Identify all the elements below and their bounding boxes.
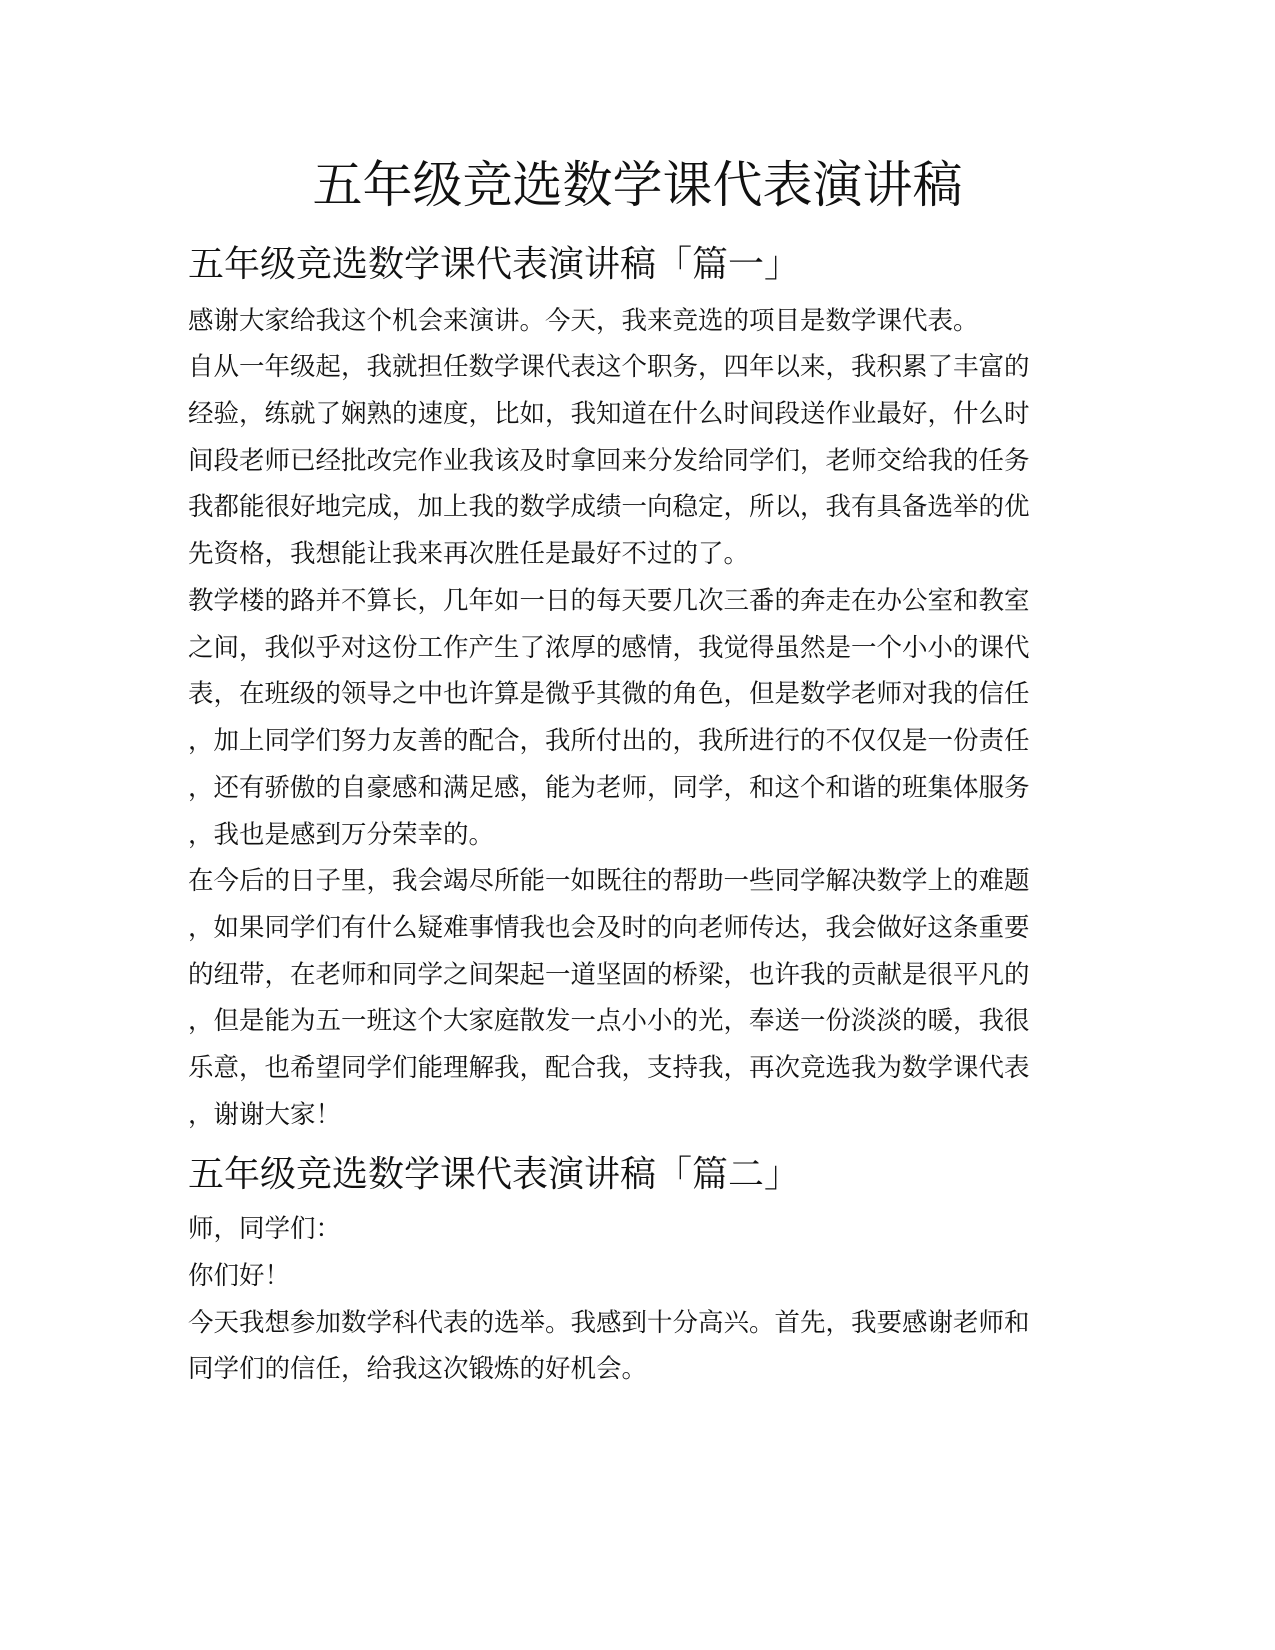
- paragraph-line: ，如果同学们有什么疑难事情我也会及时的向老师传达，我会做好这条重要: [188, 913, 1030, 943]
- paragraph-line: 先资格，我想能让我来再次胜任是最好不过的了。: [188, 539, 750, 569]
- paragraph-line: 你们好！: [188, 1261, 291, 1291]
- section-heading-2: 五年级竞选数学课代表演讲稿「篇二」: [188, 1154, 801, 1195]
- paragraph-line: 同学们的信任，给我这次锻炼的好机会。: [188, 1354, 648, 1384]
- paragraph-line: 之间，我似乎对这份工作产生了浓厚的感情，我觉得虽然是一个小小的课代: [188, 633, 1030, 663]
- paragraph-line: ，加上同学们努力友善的配合，我所付出的，我所进行的不仅仅是一份责任: [188, 726, 1030, 756]
- document-title: 五年级竞选数学课代表演讲稿: [312, 156, 963, 214]
- paragraph-line: 表，在班级的领导之中也许算是微乎其微的角色，但是数学老师对我的信任: [188, 679, 1030, 709]
- paragraph-line: ，我也是感到万分荣幸的。: [188, 820, 495, 850]
- paragraph-line: ，还有骄傲的自豪感和满足感，能为老师，同学，和这个和谐的班集体服务: [188, 773, 1030, 803]
- paragraph-line: ，但是能为五一班这个大家庭散发一点小小的光，奉送一份淡淡的暖，我很: [188, 1006, 1030, 1036]
- paragraph-line: 今天我想参加数学科代表的选举。我感到十分高兴。首先，我要感谢老师和: [188, 1308, 1030, 1338]
- paragraph-line: 乐意，也希望同学们能理解我，配合我，支持我，再次竞选我为数学课代表: [188, 1053, 1030, 1083]
- paragraph-line: 在今后的日子里，我会竭尽所能一如既往的帮助一些同学解决数学上的难题: [188, 866, 1030, 896]
- paragraph-line: 间段老师已经批改完作业我该及时拿回来分发给同学们，老师交给我的任务: [188, 446, 1030, 476]
- paragraph-line: ，谢谢大家！: [188, 1100, 342, 1130]
- paragraph-line: 的纽带，在老师和同学之间架起一道坚固的桥梁，也许我的贡献是很平凡的: [188, 960, 1030, 990]
- paragraph-line: 经验，练就了娴熟的速度，比如，我知道在什么时间段送作业最好，什么时: [188, 399, 1030, 429]
- paragraph-line: 我都能很好地完成，加上我的数学成绩一向稳定，所以，我有具备选举的优: [188, 492, 1030, 522]
- paragraph-line: 师，同学们：: [188, 1214, 342, 1244]
- paragraph-line: 教学楼的路并不算长，几年如一日的每天要几次三番的奔走在办公室和教室: [188, 586, 1030, 616]
- section-heading-1: 五年级竞选数学课代表演讲稿「篇一」: [188, 244, 801, 285]
- paragraph-line: 感谢大家给我这个机会来演讲。今天，我来竞选的项目是数学课代表。: [188, 306, 979, 336]
- paragraph-line: 自从一年级起，我就担任数学课代表这个职务，四年以来，我积累了丰富的: [188, 352, 1030, 382]
